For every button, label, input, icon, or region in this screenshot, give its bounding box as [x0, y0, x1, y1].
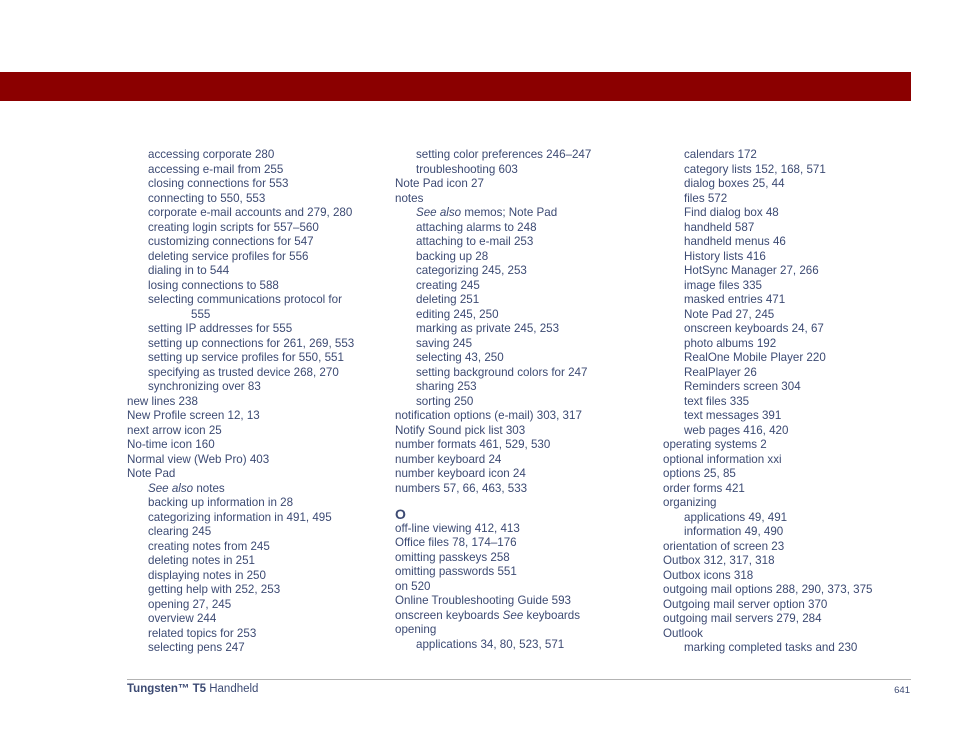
- index-entry: options 25, 85: [663, 467, 736, 480]
- index-subentry: RealOne Mobile Player 220: [684, 351, 826, 364]
- index-subentry: getting help with 252, 253: [148, 583, 281, 596]
- index-entry: omitting passwords 551: [395, 565, 517, 578]
- index-subentry: 555: [191, 307, 211, 321]
- index-subentry: dialog boxes 25, 44: [684, 177, 785, 190]
- index-entry: Normal view (Web Pro) 403: [127, 452, 270, 466]
- index-subentry: displaying notes in 250: [148, 568, 266, 582]
- index-entry: orientation of screen 23: [663, 539, 785, 553]
- index-subentry: setting background colors for 247: [416, 365, 588, 379]
- cross-reference-label: See also: [416, 206, 462, 219]
- index-entry-text: onscreen keyboards: [395, 608, 500, 622]
- index-subentry: files 572: [684, 191, 728, 205]
- index-entry: [395, 609, 591, 624]
- index-subentry: marking as private 245, 253: [416, 322, 560, 335]
- index-subentry: category lists 152, 168, 571: [684, 162, 826, 176]
- index-subentry: setting up connections for 261, 269, 553: [148, 336, 355, 350]
- index-entry: No-time icon 160: [127, 438, 215, 451]
- index-column-2: [395, 148, 591, 652]
- index-subentry: sorting 250: [416, 394, 474, 408]
- index-subentry: corporate e-mail accounts and 279, 280: [148, 206, 353, 219]
- index-entry: notes: [395, 191, 424, 205]
- index-subentry: deleting notes in 251: [148, 554, 256, 567]
- index-subentry: Reminders screen 304: [684, 380, 801, 393]
- index-subentry: selecting 43, 250: [416, 351, 504, 364]
- index-subentry: information 49, 490: [684, 525, 784, 538]
- index-subentry: creating notes from 245: [148, 539, 270, 553]
- index-subentry: applications 34, 80, 523, 571: [416, 637, 565, 651]
- index-subentry: applications 49, 491: [684, 510, 788, 524]
- index-entry: Online Troubleshooting Guide 593: [395, 594, 571, 607]
- index-subentry: specifying as trusted device 268, 270: [148, 365, 339, 379]
- footer-title: [127, 683, 258, 695]
- index-column-3: [663, 148, 873, 656]
- index-subentry: text files 335: [684, 394, 750, 408]
- index-subentry: HotSync Manager 27, 266: [684, 264, 819, 277]
- index-entry: next arrow icon 25: [127, 423, 222, 437]
- index-subentry: setting up service profiles for 550, 551: [148, 351, 344, 364]
- index-subentry: marking completed tasks and 230: [684, 641, 858, 654]
- index-subentry: web pages 416, 420: [684, 423, 789, 437]
- index-subentry: RealPlayer 26: [684, 365, 757, 379]
- index-subentry: setting IP addresses for 555: [148, 322, 293, 335]
- index-subentry: customizing connections for 547: [148, 235, 314, 248]
- index-entry: opening: [395, 623, 437, 636]
- index-entry: off-line viewing 412, 413: [395, 521, 520, 535]
- index-subentry: Note Pad 27, 245: [684, 307, 775, 321]
- index-subentry: selecting communications protocol for: [148, 293, 342, 306]
- index-entry: numbers 57, 66, 463, 533: [395, 481, 528, 495]
- index-subentry: handheld 587: [684, 220, 755, 234]
- index-entry: number formats 461, 529, 530: [395, 438, 551, 451]
- index-subentry: losing connections to 588: [148, 278, 279, 292]
- index-subentry: clearing 245: [148, 525, 212, 538]
- index-subentry: connecting to 550, 553: [148, 191, 266, 205]
- index-subentry: calendars 172: [684, 148, 757, 161]
- index-entry: Outgoing mail server option 370: [663, 597, 828, 611]
- index-subentry: saving 245: [416, 336, 473, 350]
- index-subentry: selecting pens 247: [148, 641, 245, 654]
- index-subentry: deleting service profiles for 556: [148, 249, 309, 263]
- index-entry: notification options (e-mail) 303, 317: [395, 409, 582, 422]
- index-subentry: overview 244: [148, 612, 217, 625]
- index-entry: new lines 238: [127, 394, 198, 408]
- index-subentry: History lists 416: [684, 249, 766, 263]
- cross-reference-target: keyboards: [526, 608, 581, 622]
- index-subentry: creating login scripts for 557–560: [148, 220, 319, 234]
- index-subentry: backing up information in 28: [148, 496, 294, 509]
- index-entry: New Profile screen 12, 13: [127, 409, 260, 422]
- index-subentry: categorizing 245, 253: [416, 264, 527, 277]
- index-entry: Note Pad icon 27: [395, 177, 484, 190]
- index-subentry: accessing corporate 280: [148, 148, 275, 161]
- index-subentry: text messages 391: [684, 409, 782, 422]
- index-subentry: image files 335: [684, 278, 762, 292]
- index-entry: number keyboard icon 24: [395, 467, 526, 480]
- index-entry: Outbox 312, 317, 318: [663, 554, 775, 567]
- cross-reference-target: memos; Note Pad: [464, 206, 558, 219]
- index-subentry: editing 245, 250: [416, 307, 499, 321]
- index-subentry: setting color preferences 246–247: [416, 148, 592, 161]
- footer-product-suffix: Handheld: [209, 683, 259, 695]
- index-subentry: attaching to e-mail 253: [416, 235, 534, 248]
- index-subentry: [395, 206, 591, 221]
- index-entry: omitting passkeys 258: [395, 550, 510, 564]
- index-entry: outgoing mail options 288, 290, 373, 375: [663, 583, 873, 596]
- index-subentry: onscreen keyboards 24, 67: [684, 322, 824, 335]
- index-subentry: [127, 482, 354, 497]
- index-column-1: [127, 148, 354, 656]
- index-entry: Outlook: [663, 626, 703, 640]
- header-banner: [0, 72, 911, 101]
- index-entry: Outbox icons 318: [663, 568, 754, 582]
- index-section-letter: O: [395, 506, 406, 522]
- index-subentry: opening 27, 245: [148, 597, 232, 611]
- cross-reference-label: See: [502, 608, 524, 622]
- index-entry: organizing: [663, 496, 717, 509]
- index-subentry: masked entries 471: [684, 293, 786, 306]
- index-subentry: troubleshooting 603: [416, 162, 518, 176]
- index-subentry: accessing e-mail from 255: [148, 162, 284, 176]
- cross-reference-label: See also: [148, 481, 194, 495]
- index-entry: Notify Sound pick list 303: [395, 423, 526, 437]
- index-entry: operating systems 2: [663, 438, 767, 451]
- index-entry: Note Pad: [127, 467, 176, 480]
- index-subentry: backing up 28: [416, 249, 489, 263]
- index-subentry: dialing in to 544: [148, 264, 230, 277]
- index-subentry: handheld menus 46: [684, 235, 786, 248]
- page-number: 641: [894, 685, 910, 696]
- index-subentry: sharing 253: [416, 380, 477, 393]
- index-entry: outgoing mail servers 279, 284: [663, 612, 822, 625]
- index-subentry: photo albums 192: [684, 336, 777, 350]
- index-entry: Office files 78, 174–176: [395, 536, 517, 549]
- index-subentry: categorizing information in 491, 495: [148, 510, 332, 524]
- index-subentry: related topics for 253: [148, 626, 257, 640]
- index-entry: optional information xxi: [663, 452, 782, 466]
- index-subentry: attaching alarms to 248: [416, 220, 537, 234]
- index-entry: order forms 421: [663, 481, 745, 495]
- footer-rule: [127, 679, 911, 680]
- index-subentry: Find dialog box 48: [684, 206, 779, 219]
- index-subentry: synchronizing over 83: [148, 380, 261, 393]
- index-subentry: closing connections for 553: [148, 177, 289, 190]
- footer-product-name: Tungsten™ T5: [127, 683, 207, 695]
- index-entry: number keyboard 24: [395, 452, 502, 466]
- index-subentry: creating 245: [416, 278, 480, 292]
- index-subentry: deleting 251: [416, 293, 480, 306]
- cross-reference-target: notes: [196, 481, 225, 495]
- index-entry: on 520: [395, 579, 431, 593]
